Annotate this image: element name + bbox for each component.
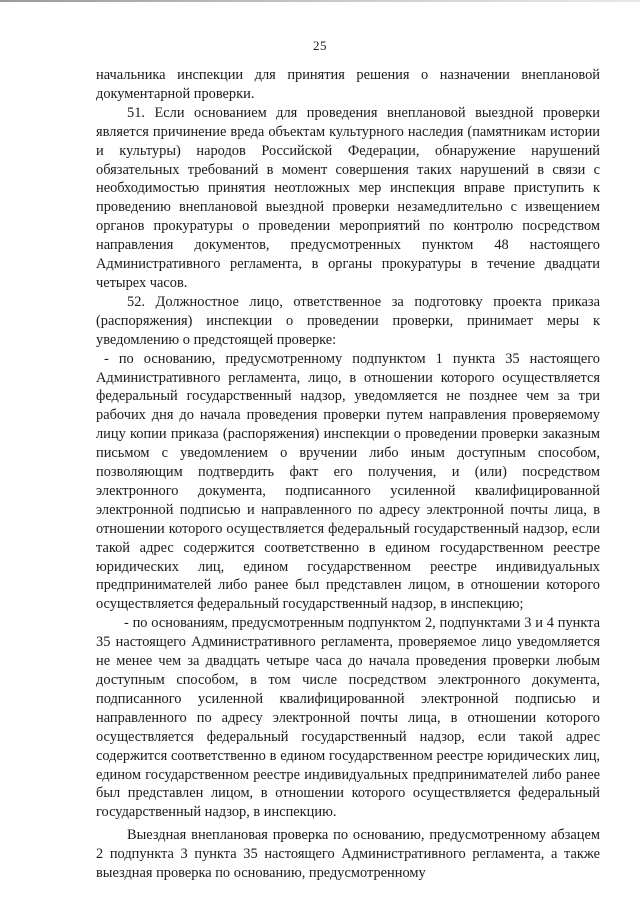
paragraph-52: 52. Должностное лицо, ответственное за подготовку проекта приказа (распоряжения) инспекции о проведении проверки, принимает меры к уведомлению о предстоящей проверке: [96,293,600,348]
paragraph-51: 51. Если основанием для проведения внеплановой выездной проверки является причинение вреда объектам культурного наследия (памятникам истории и культуры) народов Российской Федерации, обнаружение нарушений обязательных требований в момент совершения таких нарушений в связи с необходимостью принятия неотложных мер инспекция вправе приступить к проведению внеплановой выездной проверки незамедлительно с извещением органов прокуратуры о проведении мероприятий по контролю посредством направления документов, предусмотренных пунктом 48 настоящего Административного регламента, в органы прокуратуры в течение двадцати четырех часов. [96,104,600,291]
scan-top-edge [0,0,640,2]
paragraph-continuation: начальника инспекции для принятия решения о назначении внеплановой документарной проверки. [96,67,600,102]
document-body [96,66,600,883]
paragraph-final: Выездная внеплановая проверка по основанию, предусмотренному абзацем 2 подпункта 3 пункта 35 настоящего Административного регламента, а также выездная проверка по основанию, предусмотренному [96,827,600,882]
list-item-dash-1: - по основанию, предусмотренному подпунктом 1 пункта 35 настоящего Административного регламента, лицо, в отношении которого осуществляется федеральный государственный надзор, уведомляется не позднее чем за три рабочих дня до начала проведения проверки путем направления проверяемому лицу копии приказа (распоряжения) инспекции о проведении проверки заказным письмом с уведомлением о вручении либо иным доступным способом, позволяющим подтвердить факт его получения, и (или) посредством электронного документа, подписанного усиленной квалифицированной электронной подписью и направленного по адресу электронной почты лица, в отношении которого осуществляется федеральный государственный надзор, если такой адрес содержится соответственно в едином государственном реестре юридических лиц, едином государственном реестре индивидуальных предпринимателей либо ранее был представлен лицом, в отношении которого осуществляется федеральный государственный надзор, в инспекцию; [96,350,600,613]
list-item-dash-2: - по основаниям, предусмотренным подпунктом 2, подпунктами 3 и 4 пункта 35 настоящего Административного регламента, проверяемое лицо уведомляется не менее чем за двадцать четыре часа до начала проведения проверки любым доступным способом, в том числе посредством электронного документа, подписанного усиленной квалифицированной электронной подписью и направленного по адресу электронной почты лица, в отношении которого осуществляется федеральный государственный надзор, если такой адрес содержится соответственно в едином государственном реестре юридических лиц, едином государственном реестре индивидуальных предпринимателей либо ранее был представлен лицом, в отношении которого осуществляется федеральный государственный надзор, в инспекцию. [96,615,600,821]
page-number: 25 [313,38,327,53]
